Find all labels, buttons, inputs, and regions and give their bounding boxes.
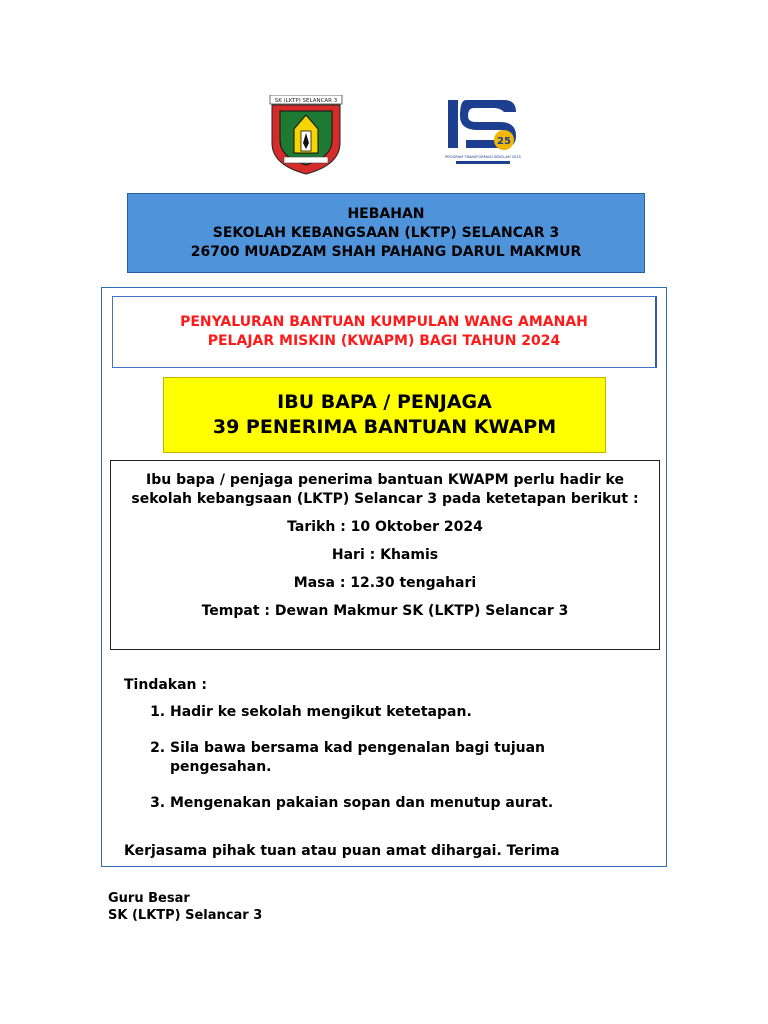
action-item: 2. Sila bawa bersama kad pengenalan bagi tujuan pengesahan. xyxy=(170,739,644,777)
closing-text: Kerjasama pihak tuan atau puan amat dihargai. Terima xyxy=(124,843,560,859)
svg-text:25: 25 xyxy=(497,136,511,147)
header-line-1: HEBAHAN xyxy=(347,205,425,222)
highlight-line-1: IBU BAPA / PENJAGA xyxy=(277,391,492,413)
actions-heading: Tindakan : xyxy=(124,677,207,693)
header-line-3: 26700 MUADZAM SHAH PAHANG DARUL MAKMUR xyxy=(190,243,582,260)
announcement-header xyxy=(127,193,645,273)
content-frame xyxy=(101,287,667,867)
highlight-line-2: 39 PENERIMA BANTUAN KWAPM xyxy=(212,416,557,438)
details-day: Hari : Khamis xyxy=(331,547,439,563)
program-logo-text: PROGRAM TRANSFORMASI SEKOLAH 2025 xyxy=(445,155,521,159)
audience-highlight-box xyxy=(163,377,606,453)
action-item: 3. Mengenakan pakaian sopan dan menutup aurat. xyxy=(170,794,644,813)
details-box xyxy=(110,460,660,650)
actions-list xyxy=(124,703,644,813)
action-item: 1. Hadir ke sekolah mengikut ketetapan. xyxy=(170,703,644,722)
details-venue: Tempat : Dewan Makmur SK (LKTP) Selancar 3 xyxy=(201,603,569,619)
details-intro: Ibu bapa / penjaga penerima bantuan KWAPM perlu hadir ke sekolah kebangsaan (LKTP) Selancar 3 pada ketetapan berikut : xyxy=(131,472,639,507)
actions-section xyxy=(124,676,644,830)
signature-title: Guru Besar xyxy=(108,891,190,906)
details-time: Masa : 12.30 tengahari xyxy=(293,575,477,591)
header-line-2: SEKOLAH KEBANGSAAN (LKTP) SELANCAR 3 xyxy=(212,224,560,241)
details-date: Tarikh : 10 Oktober 2024 xyxy=(287,519,483,535)
signature-block xyxy=(108,890,262,924)
title-line-1: PENYALURAN BANTUAN KUMPULAN WANG AMANAH xyxy=(180,314,588,330)
signature-school: SK (LKTP) Selancar 3 xyxy=(108,908,263,923)
program-logo xyxy=(444,94,522,170)
school-logo-text: SK (LKTP) SELANCAR 3 xyxy=(274,98,338,104)
school-crest-logo xyxy=(268,95,344,175)
notice-title-box xyxy=(112,296,657,368)
title-line-2: PELAJAR MISKIN (KWAPM) BAGI TAHUN 2024 xyxy=(207,333,561,349)
